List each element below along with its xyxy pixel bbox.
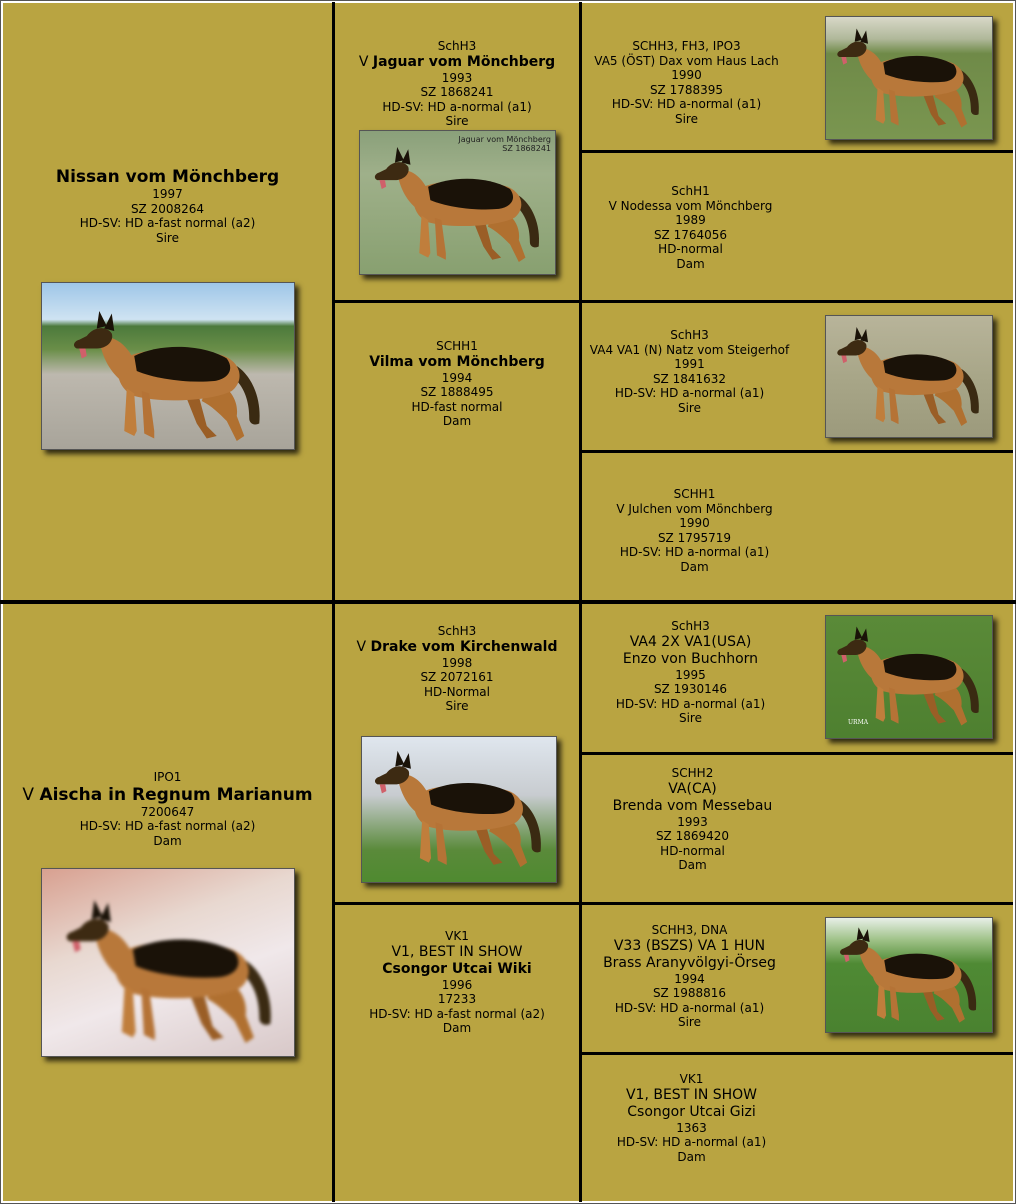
ds-sire-title: SchH3	[671, 619, 710, 633]
sire-sire-photo-reg: SZ 1868241	[502, 144, 551, 153]
sire-reg: SZ 2008264	[130, 201, 205, 216]
dam-dam-title: VK1	[445, 929, 469, 943]
sire-dam-hd: HD-fast normal	[411, 399, 503, 414]
german-shepherd-icon	[826, 17, 992, 139]
sire-sire-title: SchH3	[437, 39, 477, 53]
ds-dam-cell	[582, 755, 1013, 902]
german-shepherd-icon	[826, 316, 992, 437]
dam-name: Aischa in Regnum Marianum	[39, 784, 313, 805]
ss-sire-year: 1990	[671, 68, 702, 83]
dd-sire-reg: SZ 1988816	[652, 986, 727, 1001]
sire-dam-role: Dam	[442, 414, 472, 429]
sire-name: Nissan vom Mönchberg	[55, 167, 280, 187]
sire-dam-title: SCHH1	[436, 339, 478, 353]
sire-dam-reg: SZ 1888495	[420, 385, 494, 400]
dam-dam-year: 1996	[441, 977, 473, 992]
sd-sire-name: VA4 VA1 (N) Natz vom Steigerhof	[589, 342, 790, 357]
sd-dam-name: V Julchen vom Mönchberg	[616, 501, 773, 516]
german-shepherd-icon	[42, 869, 294, 1056]
ss-dam-title: SchH1	[671, 184, 710, 198]
dam-sire-name: Drake vom Kirchenwald	[370, 638, 558, 655]
sd-dam-cell	[582, 453, 1013, 600]
ds-sire-award: VA4 2X VA1(USA)	[629, 633, 752, 650]
ds-sire-photo	[825, 615, 993, 739]
dd-sire-name: Brass Aranyvölgyi-Örseg	[603, 954, 776, 971]
sire-hd: HD-SV: HD a-fast normal (a2)	[79, 216, 256, 231]
dam-title: IPO1	[153, 770, 182, 784]
ss-sire-photo	[825, 16, 993, 140]
ss-sire-name: VA5 (ÖST) Dax vom Haus Lach	[594, 53, 779, 68]
dam-hd: HD-SV: HD a-fast normal (a2)	[79, 819, 256, 834]
dd-dam-reg: 1363	[676, 1120, 707, 1135]
row-divider	[335, 902, 1013, 905]
dd-dam-title: VK1	[679, 1072, 704, 1086]
sire-dam-cell	[335, 303, 579, 600]
dam-reg: 7200647	[140, 804, 195, 819]
ss-dam-hd: HD-normal	[658, 242, 723, 257]
dd-sire-role: Sire	[677, 1015, 701, 1030]
ds-sire-hd: HD-SV: HD a-normal (a1)	[615, 696, 766, 711]
dd-dam-hd: HD-SV: HD a-normal (a1)	[616, 1135, 767, 1150]
ss-dam-name: V Nodessa vom Mönchberg	[608, 198, 773, 213]
sire-year: 1997	[152, 187, 183, 201]
german-shepherd-icon	[826, 918, 992, 1032]
dam-dam-award: V1, BEST IN SHOW	[391, 943, 523, 960]
dam-sire-year: 1998	[441, 655, 473, 670]
sire-sire-prefix: V	[358, 53, 369, 70]
ds-dam-role: Dam	[678, 858, 707, 873]
sire-sire-year: 1993	[441, 70, 473, 85]
ds-dam-award: VA(CA)	[668, 780, 717, 797]
ds-sire-role: Sire	[678, 711, 702, 726]
ss-sire-hd: HD-SV: HD a-normal (a1)	[611, 97, 762, 112]
sire-role: Sire	[155, 230, 179, 245]
sd-dam-role: Dam	[680, 559, 709, 574]
dam-sire-photo	[361, 736, 557, 883]
row-divider	[582, 150, 1013, 153]
sd-sire-year: 1991	[674, 357, 705, 372]
sd-dam-title: SCHH1	[673, 487, 716, 501]
dam-sire-hd: HD-Normal	[423, 684, 490, 699]
dd-sire-year: 1994	[674, 971, 705, 986]
german-shepherd-icon	[362, 737, 556, 882]
sire-sire-role: Sire	[445, 114, 469, 129]
dd-sire-award: V33 (BSZS) VA 1 HUN	[613, 937, 766, 954]
dd-dam-role: Dam	[677, 1149, 706, 1164]
dam-dam-reg: 17233	[437, 992, 477, 1007]
ds-dam-hd: HD-normal	[660, 843, 725, 858]
dam-sire-prefix: V	[356, 638, 367, 655]
dam-sire-role: Sire	[445, 699, 469, 714]
sd-sire-photo	[825, 315, 993, 438]
ss-sire-role: Sire	[674, 111, 698, 126]
dam-sire-title: SchH3	[437, 624, 477, 638]
ss-sire-title: SCHH3, FH3, IPO3	[632, 39, 741, 53]
half-divider	[0, 600, 1016, 604]
row-divider	[582, 450, 1013, 453]
sire-dam-year: 1994	[441, 370, 473, 385]
sire-sire-photo	[359, 130, 556, 275]
sire-sire-name: Jaguar vom Mönchberg	[372, 53, 556, 70]
sire-dam-name: Vilma vom Mönchberg	[369, 353, 545, 370]
ss-dam-role: Dam	[676, 256, 705, 271]
ds-dam-reg: SZ 1869420	[655, 829, 730, 844]
sire-sire-reg: SZ 1868241	[420, 85, 494, 100]
sd-dam-reg: SZ 1795719	[657, 530, 732, 545]
row-divider	[582, 752, 1013, 755]
ss-sire-reg: SZ 1788395	[649, 82, 724, 97]
sd-sire-hd: HD-SV: HD a-normal (a1)	[614, 386, 765, 401]
dam-dam-name: Csongor Utcai Wiki	[382, 960, 532, 977]
sire-sire-hd: HD-SV: HD a-normal (a1)	[382, 99, 532, 114]
sd-dam-hd: HD-SV: HD a-normal (a1)	[619, 545, 770, 560]
ds-dam-year: 1993	[677, 814, 708, 829]
dd-sire-photo	[825, 917, 993, 1033]
dam-photo	[41, 868, 295, 1057]
german-shepherd-icon	[42, 283, 294, 449]
dam-prefix: V	[22, 784, 35, 805]
sire-photo	[41, 282, 295, 450]
dd-sire-title: SCHH3, DNA	[651, 923, 728, 937]
sire-sire-photo-caption: Jaguar vom Mönchberg	[458, 135, 551, 144]
dd-sire-hd: HD-SV: HD a-normal (a1)	[614, 1000, 765, 1015]
ds-sire-name: Enzo von Buchhorn	[622, 650, 759, 667]
ds-sire-year: 1995	[675, 667, 706, 682]
sd-sire-reg: SZ 1841632	[652, 371, 727, 386]
row-divider	[335, 300, 1013, 303]
sd-sire-role: Sire	[677, 400, 701, 415]
ss-dam-year: 1989	[675, 213, 706, 228]
row-divider	[582, 1052, 1013, 1055]
ss-dam-cell	[582, 153, 1013, 300]
ss-dam-reg: SZ 1764056	[653, 227, 728, 242]
sd-sire-title: SchH3	[670, 328, 709, 342]
dam-dam-cell	[335, 905, 579, 1201]
dd-dam-award: V1, BEST IN SHOW	[625, 1086, 758, 1103]
dd-dam-cell	[582, 1055, 1013, 1201]
dam-sire-reg: SZ 2072161	[420, 670, 494, 685]
dd-dam-name: Csongor Utcai Gizi	[627, 1103, 756, 1120]
ds-dam-title: SCHH2	[671, 766, 714, 780]
dam-role: Dam	[153, 833, 182, 848]
ds-sire-photo-caption: URMA	[848, 719, 869, 726]
ds-dam-name: Brenda vom Messebau	[612, 797, 773, 814]
dam-dam-hd: HD-SV: HD a-fast normal (a2)	[369, 1006, 545, 1021]
ds-sire-reg: SZ 1930146	[653, 682, 728, 697]
dam-dam-role: Dam	[442, 1021, 472, 1036]
sd-dam-year: 1990	[679, 516, 710, 531]
